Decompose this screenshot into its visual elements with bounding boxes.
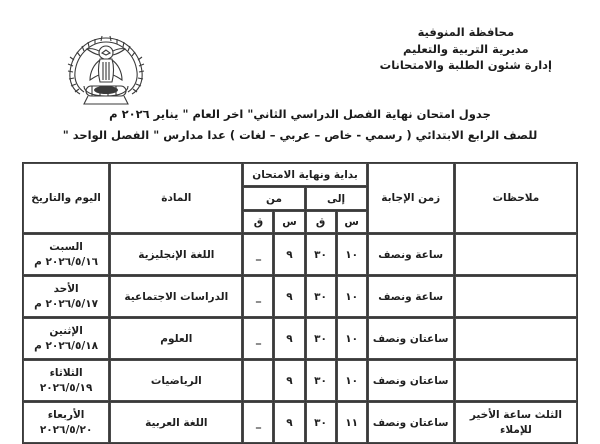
page-title: جدول امتحان نهاية الفصل الدراسي الثاني" اخر العام " يناير ٢٠٢٦ م [109, 107, 491, 121]
schedule-table-wrap [22, 162, 578, 444]
header-row-top [23, 163, 577, 186]
table-body [23, 234, 577, 443]
cell-to-minute: ٣٠ [306, 276, 336, 317]
col-header-from-minute: ق [243, 211, 273, 233]
cell-to-minute: ٣٠ [306, 318, 336, 359]
cell-from-minute: _ [243, 318, 273, 359]
cell-notes [455, 318, 577, 359]
cell-date: ٢٠٢٦/٥/١٧ م [34, 297, 99, 310]
cell-notes: الثلث ساعة الأخير للإملاء [455, 402, 577, 443]
cell-day: الأحد [53, 283, 79, 296]
table-row [23, 234, 577, 275]
col-header-notes: ملاحظات [455, 163, 577, 233]
cell-from-minute: _ [243, 234, 273, 275]
cell-to-hour: ١١ [337, 402, 367, 443]
table-row [23, 402, 577, 443]
cell-to-minute: ٣٠ [306, 234, 336, 275]
cell-from-hour: ٩ [274, 360, 304, 401]
cell-from-minute: _ [243, 276, 273, 317]
document-header [0, 0, 600, 104]
cell-day-date [23, 402, 109, 443]
col-header-to-hour: س [337, 211, 367, 233]
cell-day: السبت [49, 241, 83, 254]
col-header-exam-time-group: بداية ونهاية الامتحان [243, 163, 366, 186]
cell-from-minute: _ [243, 402, 273, 443]
cell-to-minute: ٣٠ [306, 360, 336, 401]
col-header-day-date: اليوم والتاريخ [23, 163, 109, 233]
cell-to-hour: ١٠ [337, 360, 367, 401]
title-block [0, 106, 600, 145]
table-row [23, 360, 577, 401]
page-subtitle: للصف الرابع الابتدائي ( رسمي - خاص – عربي – لغات ) عدا مدارس " الفصل الواحد " [62, 128, 538, 143]
table-row [23, 276, 577, 317]
cell-to-minute: ٣٠ [306, 402, 336, 443]
cell-day: الثلاثاء [49, 367, 83, 380]
cell-notes [455, 234, 577, 275]
cell-to-hour: ١٠ [337, 234, 367, 275]
cell-from-hour: ٩ [274, 402, 304, 443]
col-header-from: من [243, 187, 304, 210]
cell-day: الأربعاء [47, 409, 85, 422]
cell-date: ٢٠٢٦/٥/١٨ م [34, 339, 99, 352]
cell-subject: العلوم [110, 318, 242, 359]
cell-subject: الدراسات الاجتماعية [110, 276, 242, 317]
cell-to-hour: ١٠ [337, 276, 367, 317]
table-row [23, 318, 577, 359]
cell-from-hour: ٩ [274, 276, 304, 317]
cell-subject: اللغة العربية [110, 402, 242, 443]
org-line-directorate: مديرية التربية والتعليم [403, 41, 529, 56]
org-line-governorate: محافظة المنوفية [417, 25, 515, 39]
cell-duration: ساعتان ونصف [368, 402, 454, 443]
cell-notes [455, 360, 577, 401]
egypt-eagle-emblem-icon [62, 24, 150, 108]
cell-subject: الرياضيات [110, 360, 242, 401]
col-header-duration: زمن الإجابة [368, 163, 454, 233]
cell-duration: ساعتان ونصف [368, 360, 454, 401]
col-header-to-minute: ق [306, 211, 336, 233]
cell-duration: ساعة ونصف [368, 234, 454, 275]
org-line-department: إدارة شئون الطلبة والامتحانات [379, 58, 552, 73]
col-header-from-hour: س [274, 211, 304, 233]
cell-duration: ساعة ونصف [368, 276, 454, 317]
cell-from-hour: ٩ [274, 234, 304, 275]
cell-day-date [23, 360, 109, 401]
col-header-subject: المادة [110, 163, 242, 233]
cell-from-hour: ٩ [274, 318, 304, 359]
cell-duration: ساعتان ونصف [368, 318, 454, 359]
cell-from-minute [243, 360, 273, 401]
col-header-to: إلى [306, 187, 367, 210]
table-head [23, 163, 577, 233]
cell-date: ٢٠٢٦/٥/١٩ [39, 381, 93, 394]
cell-date: ٢٠٢٦/٥/١٦ م [34, 255, 99, 268]
cell-day-date [23, 318, 109, 359]
cell-date: ٢٠٢٦/٥/٢٠ [39, 423, 93, 436]
cell-to-hour: ١٠ [337, 318, 367, 359]
organization-block [380, 24, 552, 74]
cell-subject: اللغة الإنجليزية [110, 234, 242, 275]
cell-day-date [23, 276, 109, 317]
cell-day-date [23, 234, 109, 275]
exam-schedule-table [22, 162, 578, 444]
cell-day: الإثنين [49, 325, 83, 338]
cell-notes [455, 276, 577, 317]
